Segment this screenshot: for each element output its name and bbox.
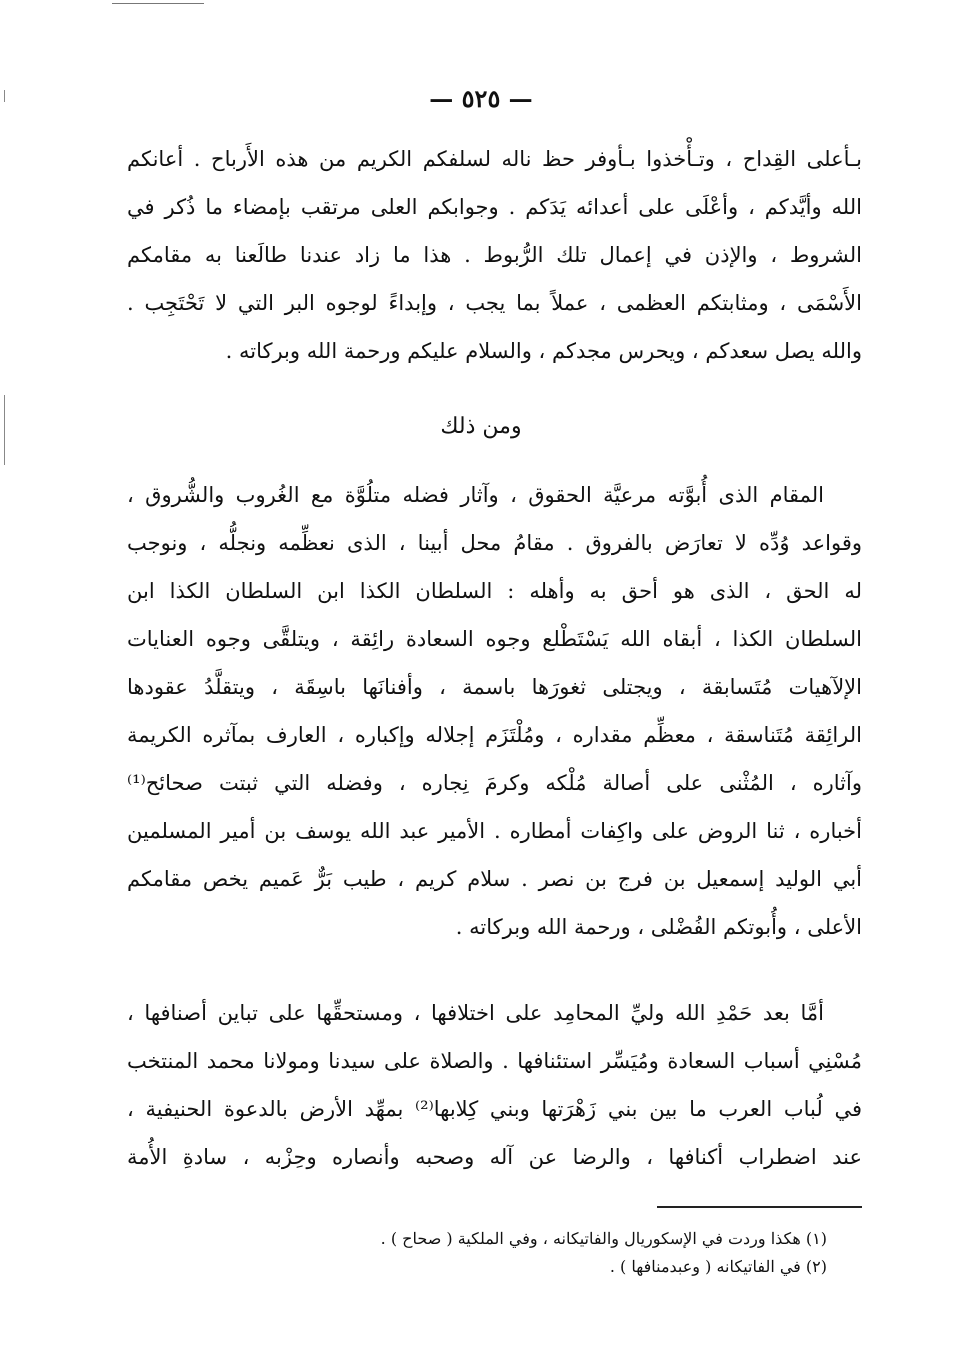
text-line: الأَسْمَى ، ومثابتكم العظمى ، عملاً بما يجب ، وإبداءً لوجوه البر التي لا تَحْتَجِب . [127, 291, 862, 315]
text-line: السلطان الكذا ، أبقاه الله يَسْتَطْلع وجوه السعادة رائِقة ، ويتلقَّى وجوه العنايات [127, 627, 862, 651]
text-line: والله يصل سعدكم ، ويحرس مجدكم ، والسلام عليكم ورحمة الله وبركاته . [225, 339, 862, 363]
text-line: وقواعد وُدِّه لا تعارَض بالفروق . مقامُ محل أبينا ، الذى نعظِّمه ونجلُّه ، ونوجب [127, 531, 862, 555]
text-line: الأعلى ، وأُبوتكم الفُضْلى ، ورحمة الله وبركاته . [455, 915, 862, 939]
text-line: أخباره ، ثنا الروض على واكِفات أمطاره . الأمير عبد الله يوسف بن أمير المسلمين [127, 819, 862, 843]
text-line: أمَّا بعد حَمْدِ الله وليِّ المحامِد على اختلافها ، ومستحقِّها على تباين أصنافها ، [127, 1001, 824, 1025]
paragraph-praise [127, 989, 862, 1181]
text-line: مُسْنِي أسباب السعادة ومُيَسِّر استئنافها . والصلاة على سيدنا ومولانا محمد المنتخب [127, 1049, 862, 1073]
text-line: الله وأيَّدكم ، وأعْلَى على أعدائه يَدَكم . وجوابكم العلى مرتقب بإمضاء ما ذُكر في [127, 195, 862, 219]
text-line: أبي الوليد إسمعيل بن فرج بن نصر . سلام كريم ، طيب بَرٌّ عَميم يخص مقامكم [127, 867, 862, 891]
footnote: (٢) في الفاتيكانه ( وعبدمنافها ) . [609, 1257, 827, 1276]
text-line: المقام الذى أُبوَّته مرعيَّة الحقوق ، وآثار فضله متلُوَّة مع الغُروب والشُّروق ، [127, 483, 824, 507]
text-line: الشروط ، والإذن في إعمال تلك الرُّبوط . هذا ما زاد عندنا طالَعنا به مقامكم [127, 243, 862, 267]
footnote: (١) هكذا وردت في الإسكوريال والفاتيكانه ، وفي الملكية ( صحاح ) . [380, 1229, 827, 1248]
text-line: له الحق ، الذى هو أحق به وأهله : السلطان الكذا ابن السلطان الكذا ابن [127, 579, 862, 603]
page-number: — ٥٢٥ — [429, 84, 533, 113]
section-heading: ومن ذلك [440, 414, 522, 439]
footnotes [381, 1225, 827, 1281]
text-line: بـأعلى القِداح ، وتـأْخذوا بـأوفر حظ ناله لسلفكم الكريم من هذه الأَرباح . أعانكم [127, 147, 862, 171]
paragraph-address [127, 471, 862, 951]
paragraph-closing-letter [127, 135, 862, 375]
text-line: الإلآهيات مُتَسابقة ، ويجتلى ثغورَها باسمة ، وأفنانَها باسِقَة ، ويتقلَّدُ عقودها [127, 675, 862, 699]
scan-edge-line [112, 3, 204, 4]
text-line: الرائِقة مُتَناسقة ، معظِّم مقداره ، ومُلْتَزَم إجلاله وإكباره ، العارف بمآثره الكريمة [127, 723, 862, 747]
text-line: وآثاره ، المُثْنى على أصالة مُلْكه وكرمَ نِجاره ، وفضله التي ثبتت صحائح⁽¹⁾ [127, 771, 862, 795]
text-line: عند اضطراب أكنافها ، والرضا عن آله وصحبه وأنصاره وحِزْبه ، سادةِ الأُمة [127, 1145, 862, 1169]
footnote-separator [657, 1206, 862, 1208]
text-line: في لُباب العرب ما بين بني زَهْرَتها وبني كِلابها⁽²⁾ بمهِّد الأرض بالدعوة الحنيفية ، [127, 1097, 862, 1121]
